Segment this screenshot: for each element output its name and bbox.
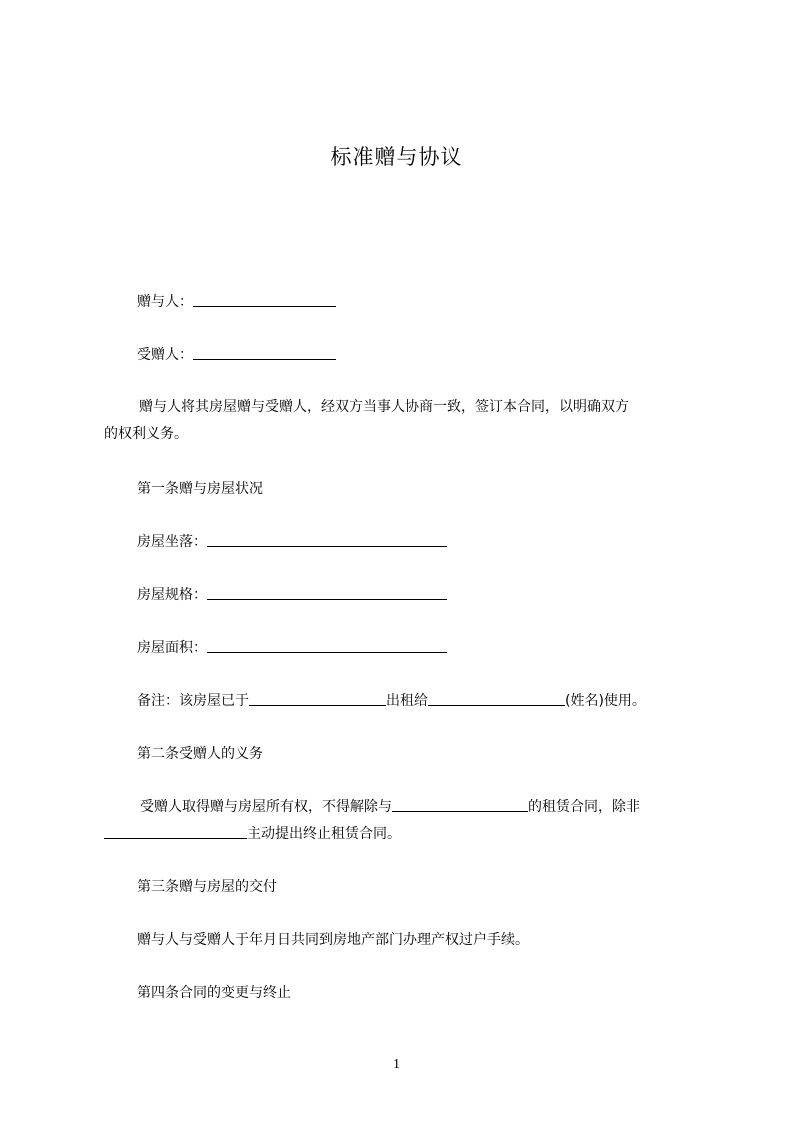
document-title: 标准赠与协议 (330, 145, 463, 169)
article-1-heading: 第一条赠与房屋状况 (137, 481, 263, 497)
spec-blank[interactable] (207, 585, 447, 600)
duty-line-1-suffix: 的租赁合同，除非 (528, 799, 640, 815)
duty-line-2-suffix: 主动提出终止租赁合同。 (247, 826, 401, 842)
spec-line (137, 585, 447, 605)
tenant-blank[interactable] (392, 797, 528, 812)
note-prefix: 备注：该房屋已于 (137, 693, 249, 709)
donor-blank[interactable] (193, 292, 336, 307)
article-4-heading: 第四条合同的变更与终止 (137, 985, 291, 1001)
location-line (137, 532, 447, 552)
area-line (137, 638, 447, 658)
duty-paragraph (104, 794, 704, 848)
duty-line-1-prefix: 受赠人取得赠与房屋所有权，不得解除与 (140, 799, 392, 815)
donor-label: 赠与人： (137, 294, 193, 310)
donee-blank[interactable] (193, 345, 336, 360)
terminating-party-blank[interactable] (104, 824, 247, 839)
intro-line-1: 赠与人将其房屋赠与受赠人，经双方当事人协商一致，签订本合同，以明确双方 (139, 399, 629, 415)
delivery-text: 赠与人与受赠人于年月日共同到房地产部门办理产权过户手续。 (137, 932, 529, 948)
location-blank[interactable] (207, 532, 447, 547)
note-line (137, 691, 646, 711)
location-label: 房屋坐落： (137, 534, 207, 550)
note-mid: 出租给 (386, 693, 428, 709)
donee-label: 受赠人： (137, 347, 193, 363)
lease-date-blank[interactable] (249, 691, 386, 706)
donee-line (137, 345, 336, 365)
article-2-heading: 第二条受赠人的义务 (137, 746, 263, 762)
area-blank[interactable] (207, 638, 447, 653)
area-label: 房屋面积： (137, 640, 207, 656)
intro-line-2: 的权利义务。 (104, 426, 188, 442)
donor-line (137, 292, 336, 312)
tenant-name-blank[interactable] (428, 691, 565, 706)
duty-line-1 (104, 794, 704, 821)
duty-line-2 (104, 821, 704, 848)
spec-label: 房屋规格： (137, 587, 207, 603)
article-3-heading: 第三条赠与房屋的交付 (137, 879, 277, 895)
intro-paragraph (104, 394, 704, 448)
note-suffix: (姓名)使用。 (565, 693, 646, 709)
page-number: 1 (393, 1057, 400, 1072)
